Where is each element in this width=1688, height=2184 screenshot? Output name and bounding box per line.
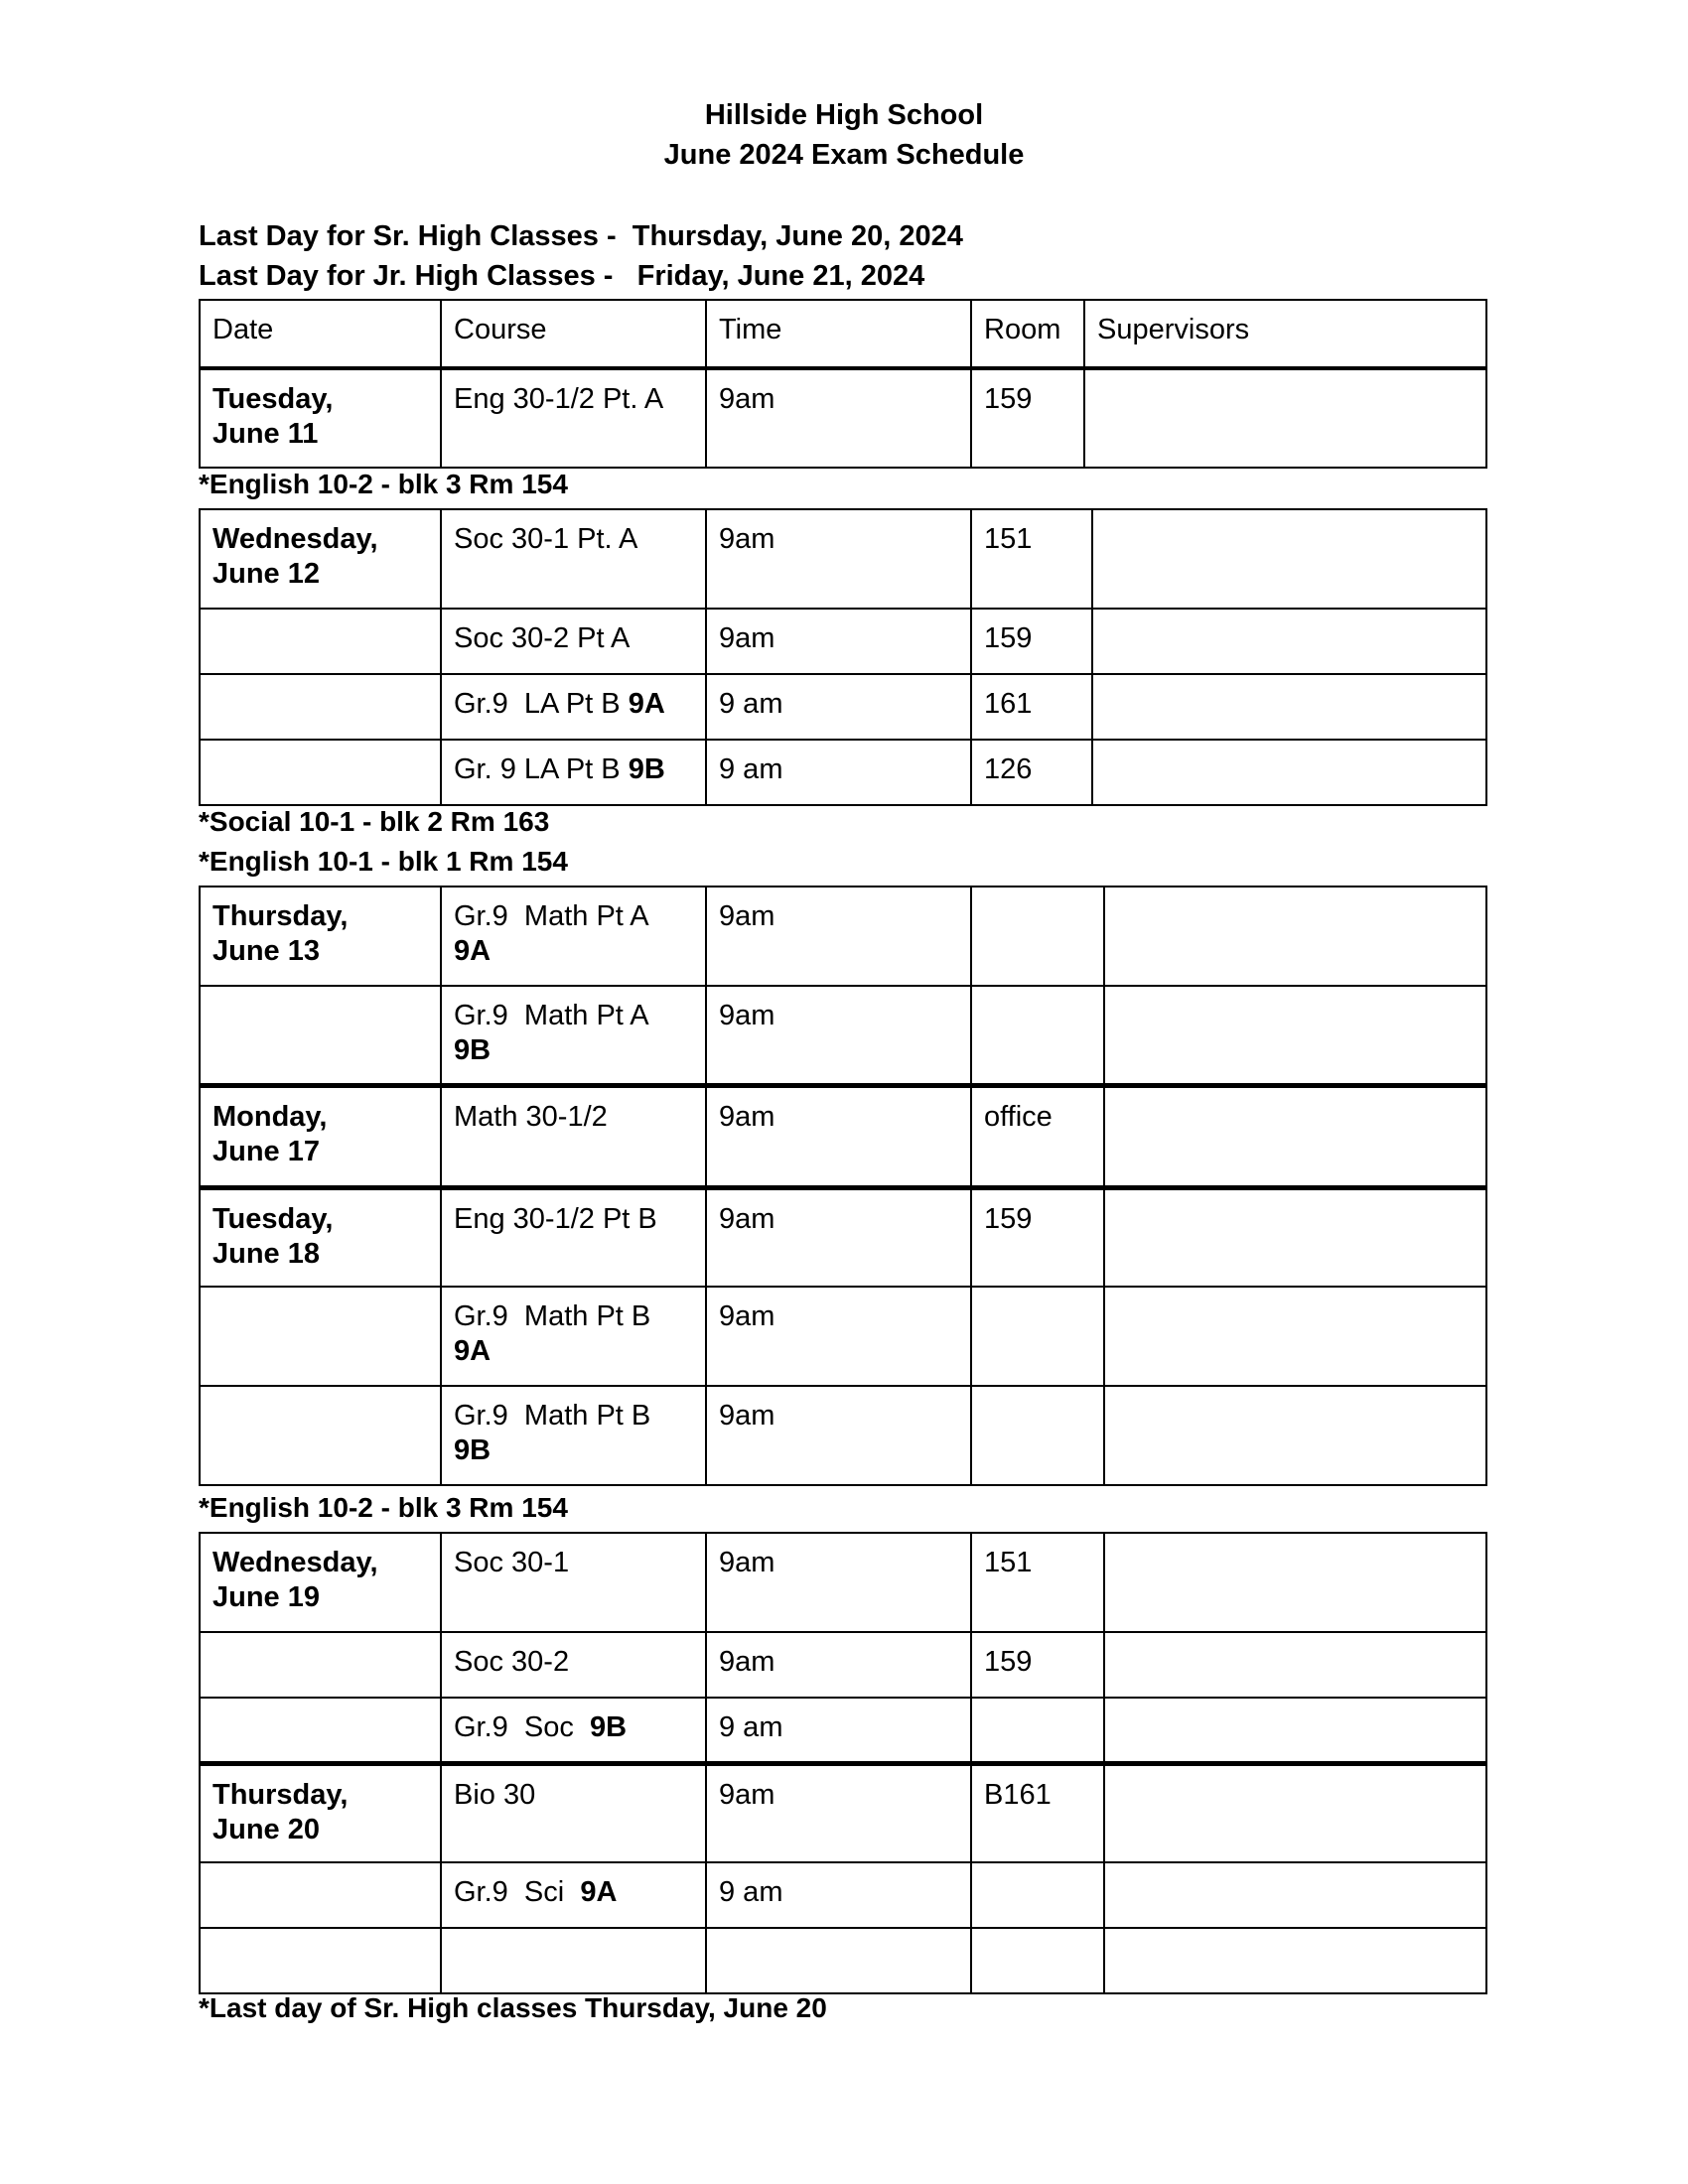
table-row <box>200 1862 1486 1928</box>
course-name: Soc 30-1 Pt. A <box>454 523 638 555</box>
time-cell: 9am <box>706 1085 971 1187</box>
exam-date-cell: Monday, June 17 <box>200 1085 441 1187</box>
column-header-date: Date <box>200 300 441 368</box>
course-name: Gr.9 Math Pt A <box>454 1000 649 1031</box>
exam-date-cell <box>200 1928 441 1993</box>
exam-date-cell <box>200 1862 441 1928</box>
exam-date-cell <box>200 1698 441 1763</box>
room-cell: 159 <box>971 1632 1104 1698</box>
schedule-title: June 2024 Exam Schedule <box>663 139 1025 171</box>
exam-date-cell <box>200 1287 441 1386</box>
table-row <box>200 509 1486 609</box>
course-name: Gr.9 LA Pt B <box>454 688 629 720</box>
room-cell <box>971 1386 1104 1485</box>
supervisors-cell <box>1092 674 1486 740</box>
room-cell: 159 <box>971 609 1092 674</box>
exam-table-1 <box>199 299 1487 469</box>
supervisors-cell <box>1104 1386 1486 1485</box>
course-section: 9A <box>628 688 665 720</box>
course-cell <box>441 509 706 609</box>
time-cell: 9am <box>706 986 971 1085</box>
exam-table-4 <box>199 1532 1487 1994</box>
supervisors-cell <box>1104 1698 1486 1763</box>
room-cell <box>971 1928 1104 1993</box>
supervisors-cell <box>1104 1287 1486 1386</box>
room-cell <box>971 887 1104 986</box>
time-cell: 9am <box>706 1632 971 1698</box>
exam-date-cell: Wednesday, June 19 <box>200 1533 441 1632</box>
course-section: 9A <box>454 1335 492 1367</box>
course-cell <box>441 1928 706 1993</box>
course-name: Bio 30 <box>454 1778 536 1811</box>
note-english-10-2: *English 10-2 - blk 3 Rm 154 <box>199 469 568 499</box>
exam-date-cell: Wednesday, June 12 <box>200 509 441 609</box>
room-cell: 151 <box>971 509 1092 609</box>
exam-date-cell: Tuesday, June 18 <box>200 1187 441 1287</box>
table-row <box>200 1287 1486 1386</box>
exam-table-3 <box>199 886 1487 1486</box>
exam-date-cell: Tuesday, June 11 <box>200 368 441 468</box>
table-row <box>200 1085 1486 1187</box>
time-cell: 9am <box>706 1763 971 1862</box>
supervisors-cell <box>1104 1085 1486 1187</box>
time-cell: 9am <box>706 887 971 986</box>
exam-table-2 <box>199 508 1487 806</box>
course-name: Math 30-1/2 <box>454 1100 608 1133</box>
course-cell <box>441 609 706 674</box>
exam-date-cell: Thursday, June 13 <box>200 887 441 986</box>
time-cell: 9 am <box>706 740 971 805</box>
supervisors-cell <box>1104 1928 1486 1993</box>
table-row <box>200 1698 1486 1763</box>
course-section: 9B <box>454 1434 492 1466</box>
time-cell: 9 am <box>706 674 971 740</box>
room-cell <box>971 1698 1104 1763</box>
course-cell <box>441 1386 706 1485</box>
exam-date-cell <box>200 1632 441 1698</box>
course-cell <box>441 1632 706 1698</box>
time-cell: 9am <box>706 509 971 609</box>
course-cell <box>441 1287 706 1386</box>
exam-date-cell: Thursday, June 20 <box>200 1763 441 1862</box>
course-cell <box>441 887 706 986</box>
supervisors-cell <box>1092 609 1486 674</box>
time-cell: 9am <box>706 1533 971 1632</box>
course-cell <box>441 1698 706 1763</box>
room-cell: 159 <box>971 1187 1104 1287</box>
table-header-row <box>200 300 1486 368</box>
time-cell <box>706 1928 971 1993</box>
table-row <box>200 1187 1486 1287</box>
course-section: 9B <box>454 1034 492 1066</box>
course-cell <box>441 368 706 468</box>
table-row <box>200 1632 1486 1698</box>
note-english-10-1: *English 10-1 - blk 1 Rm 154 <box>199 846 568 877</box>
course-cell <box>441 1763 706 1862</box>
course-name: Gr. 9 LA Pt B <box>454 753 629 785</box>
column-header-supervisors: Supervisors <box>1084 300 1486 368</box>
course-section: 9A <box>580 1876 618 1908</box>
course-name: Eng 30-1/2 Pt. A <box>454 383 664 415</box>
exam-date-cell <box>200 674 441 740</box>
last-day-jr-high: Last Day for Jr. High Classes - Friday, June 21, 2024 <box>199 260 925 292</box>
school-name: Hillside High School <box>704 99 984 131</box>
course-cell <box>441 674 706 740</box>
course-name: Gr.9 Sci <box>454 1876 581 1908</box>
course-name: Soc 30-2 Pt A <box>454 622 631 654</box>
supervisors-cell <box>1092 509 1486 609</box>
room-cell: office <box>971 1085 1104 1187</box>
course-cell <box>441 1085 706 1187</box>
course-name: Eng 30-1/2 Pt B <box>454 1202 657 1235</box>
room-cell: 151 <box>971 1533 1104 1632</box>
course-section: 9B <box>628 753 665 785</box>
supervisors-cell <box>1084 368 1486 468</box>
note-social-10-1: *Social 10-1 - blk 2 Rm 163 <box>199 806 550 837</box>
supervisors-cell <box>1104 1763 1486 1862</box>
course-section: 9A <box>454 935 492 967</box>
time-cell: 9am <box>706 368 971 468</box>
room-cell <box>971 986 1104 1085</box>
table-row <box>200 1533 1486 1632</box>
room-cell: 159 <box>971 368 1084 468</box>
course-cell <box>441 986 706 1085</box>
time-cell: 9am <box>706 1287 971 1386</box>
course-cell <box>441 1187 706 1287</box>
exam-date-cell <box>200 609 441 674</box>
supervisors-cell <box>1104 1533 1486 1632</box>
course-name: Gr.9 Math Pt A <box>454 900 649 932</box>
column-header-room: Room <box>971 300 1084 368</box>
supervisors-cell <box>1092 740 1486 805</box>
room-cell: 161 <box>971 674 1092 740</box>
supervisors-cell <box>1104 1862 1486 1928</box>
supervisors-cell <box>1104 1632 1486 1698</box>
time-cell: 9am <box>706 1386 971 1485</box>
exam-date-cell <box>200 740 441 805</box>
course-name: Soc 30-2 <box>454 1646 570 1678</box>
time-cell: 9am <box>706 609 971 674</box>
note-english-10-2-again: *English 10-2 - blk 3 Rm 154 <box>199 1492 568 1523</box>
time-cell: 9am <box>706 1187 971 1287</box>
room-cell: B161 <box>971 1763 1104 1862</box>
exam-date-cell <box>200 986 441 1085</box>
course-name: Gr.9 Soc <box>454 1711 590 1743</box>
supervisors-cell <box>1104 986 1486 1085</box>
column-header-time: Time <box>706 300 971 368</box>
supervisors-cell <box>1104 887 1486 986</box>
last-day-sr-high: Last Day for Sr. High Classes - Thursday, June 20, 2024 <box>199 220 963 252</box>
course-cell <box>441 1862 706 1928</box>
room-cell: 126 <box>971 740 1092 805</box>
table-row <box>200 1763 1486 1862</box>
column-header-course: Course <box>441 300 706 368</box>
course-name: Gr.9 Math Pt B <box>454 1400 651 1432</box>
time-cell: 9 am <box>706 1698 971 1763</box>
table-row <box>200 609 1486 674</box>
footer-note: *Last day of Sr. High classes Thursday, June 20 <box>199 1992 827 2023</box>
table-row <box>200 368 1486 468</box>
table-row <box>200 740 1486 805</box>
table-row <box>200 887 1486 986</box>
course-section: 9B <box>590 1711 628 1743</box>
room-cell <box>971 1287 1104 1386</box>
time-cell: 9 am <box>706 1862 971 1928</box>
course-cell <box>441 740 706 805</box>
table-row <box>200 1928 1486 1993</box>
supervisors-cell <box>1104 1187 1486 1287</box>
course-name: Soc 30-1 <box>454 1547 570 1578</box>
room-cell <box>971 1862 1104 1928</box>
table-row <box>200 674 1486 740</box>
table-row <box>200 986 1486 1085</box>
course-cell <box>441 1533 706 1632</box>
course-name: Gr.9 Math Pt B <box>454 1300 651 1332</box>
exam-date-cell <box>200 1386 441 1485</box>
table-row <box>200 1386 1486 1485</box>
